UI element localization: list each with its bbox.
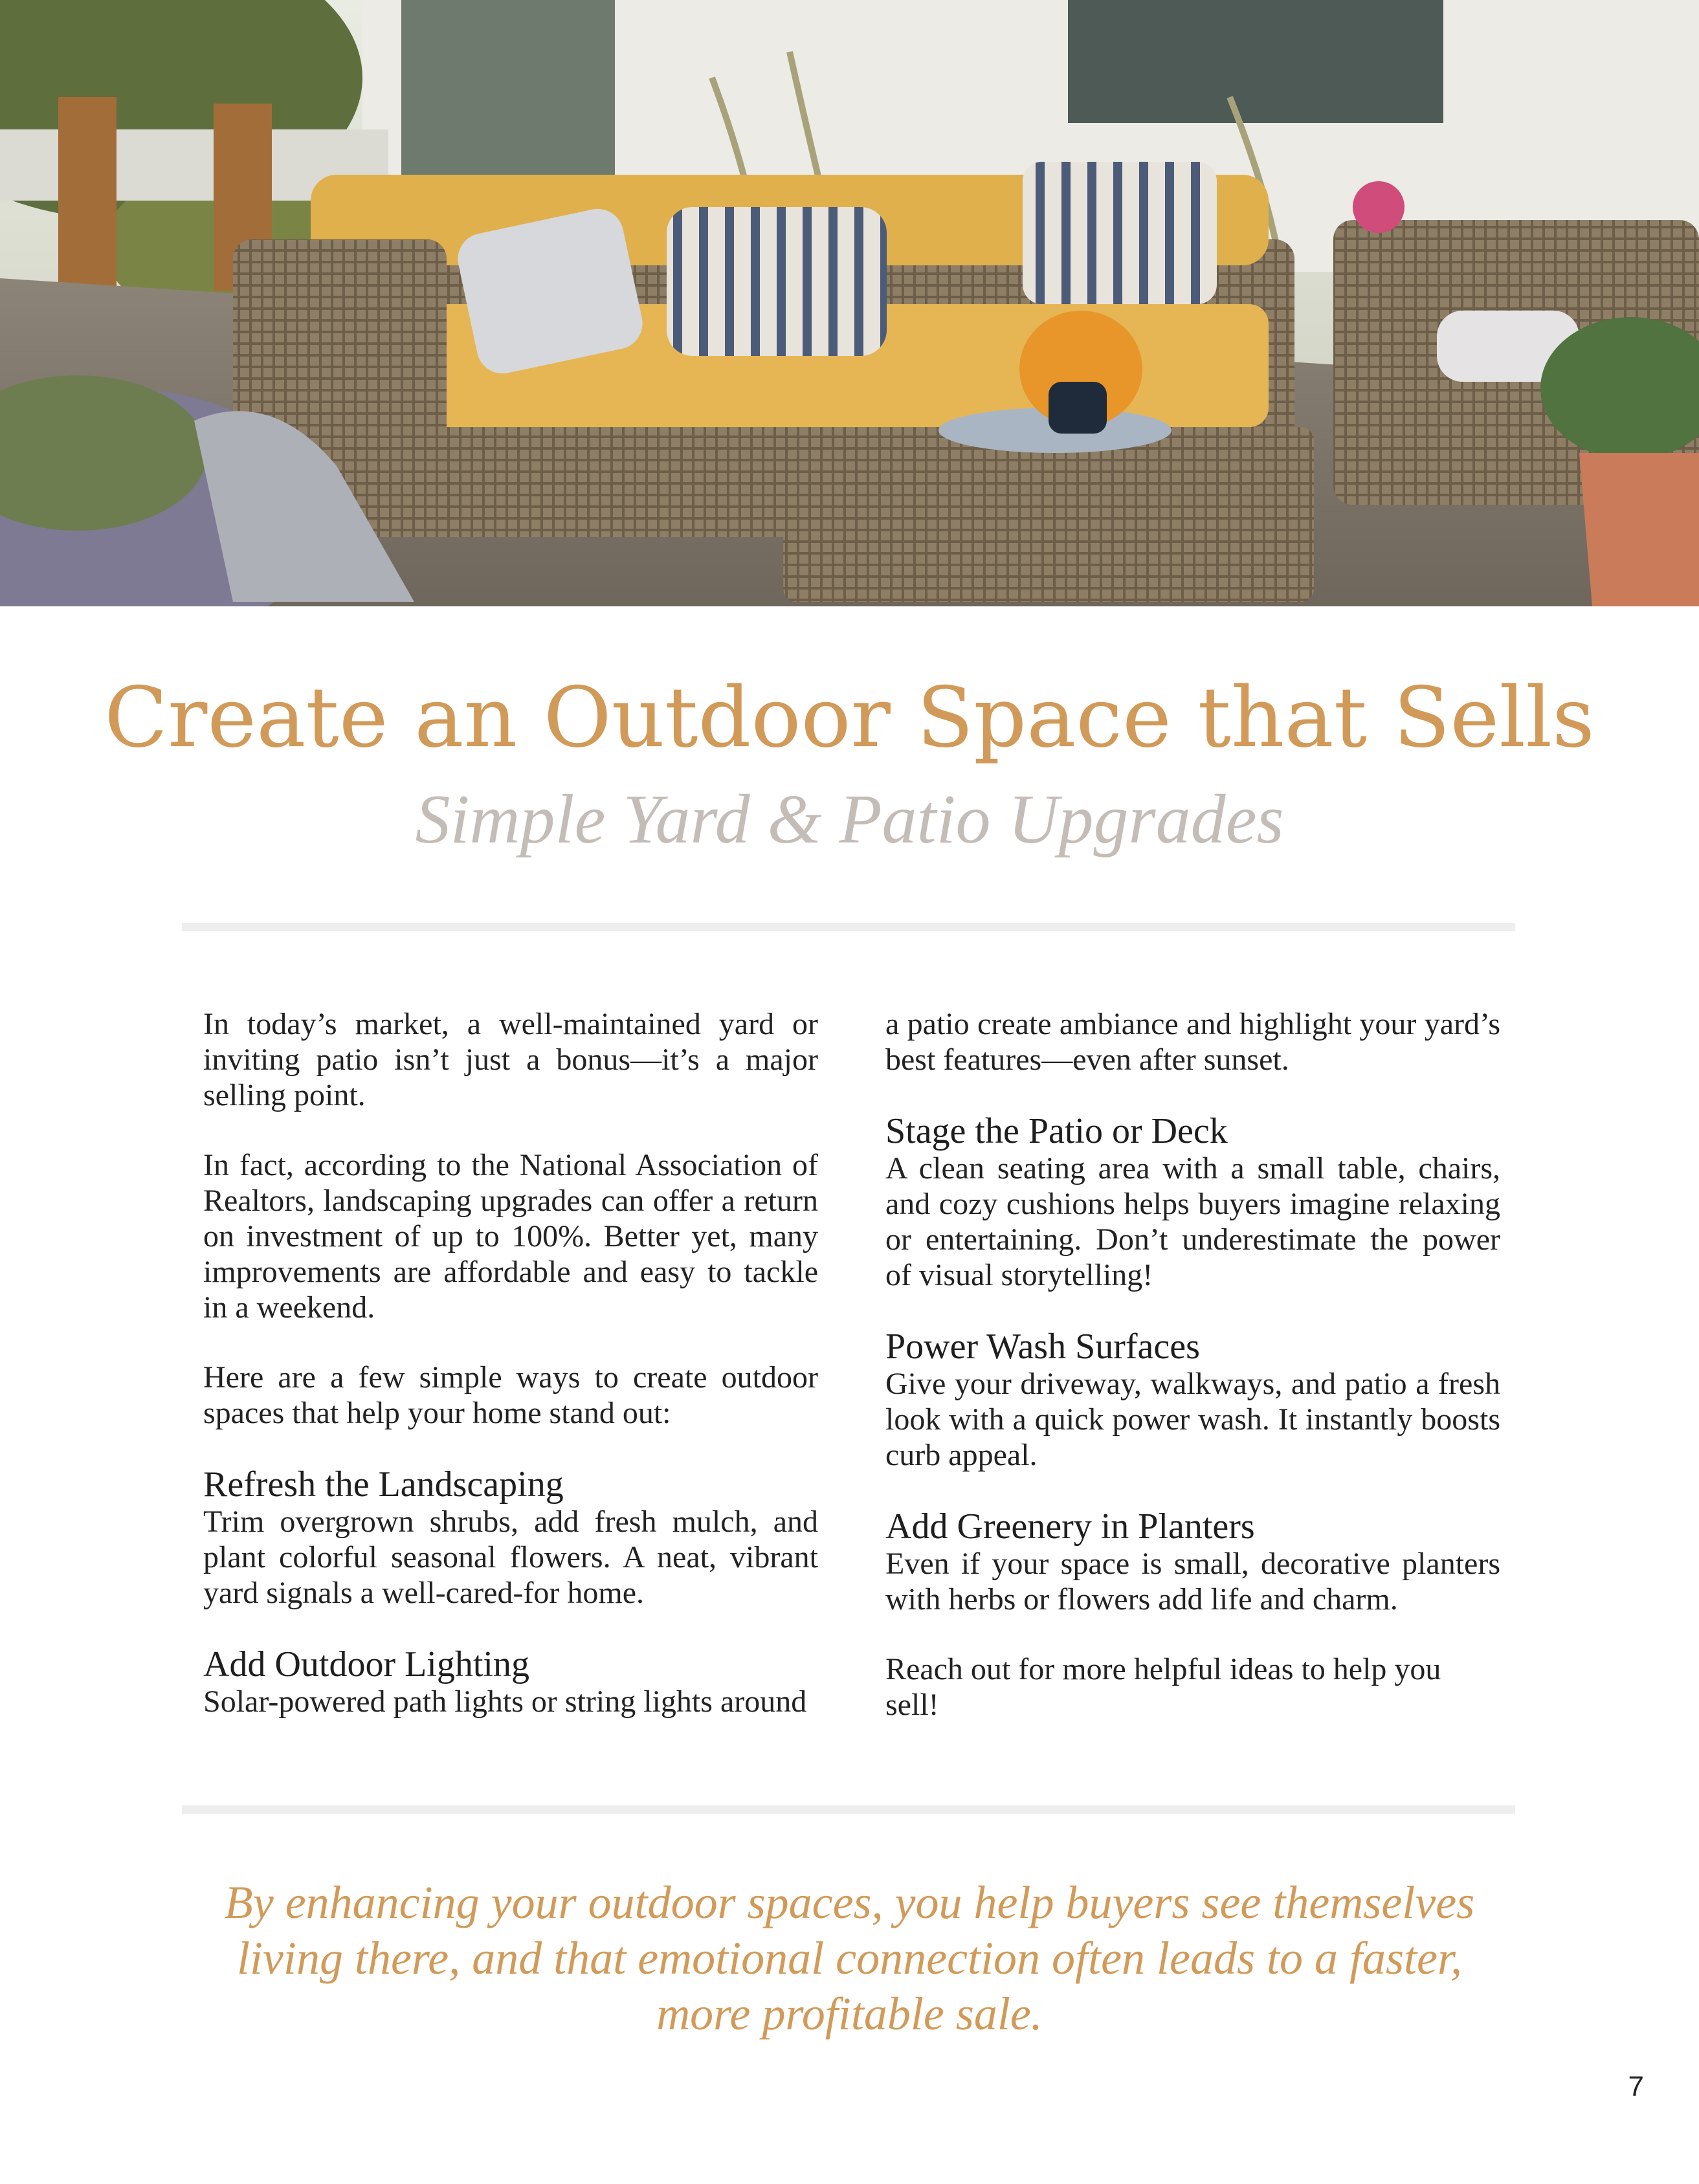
section-body-patio: A clean seating area with a small table, chairs, and cozy cushions helps buyers imagine relaxing or entertaining. Don’t underestimate the power of visual storytelling! (885, 1151, 1500, 1292)
section-heading-power-wash: Power Wash Surfaces (885, 1327, 1200, 1367)
section-body-power-wash: Give your driveway, walkways, and patio a fresh look with a quick power wash. It instantly boosts curb appeal. (885, 1367, 1500, 1472)
left-column (203, 1006, 818, 1719)
closing-quote: By enhancing your outdoor spaces, you help buyers see themselves living there, and that emotional connection often leads to a faster, more profitable sale. (224, 1877, 1475, 2040)
section-body-lighting-start: Solar-powered path lights or string lights around (203, 1684, 807, 1719)
hero-patio-image (0, 0, 1699, 606)
section-heading-landscaping: Refresh the Landscaping (203, 1464, 564, 1505)
section-heading-patio: Stage the Patio or Deck (885, 1111, 1228, 1151)
intro-paragraph-1: In today’s market, a well-maintained yard or inviting patio isn’t just a bonus—it’s a major selling point. (203, 1007, 818, 1112)
section-body-planters: Even if your space is small, decorative planters with herbs or flowers add life and charm. (885, 1547, 1500, 1616)
section-heading-planters: Add Greenery in Planters (885, 1506, 1255, 1547)
bottom-divider (182, 1805, 1515, 1814)
section-body-lighting-end: a patio create ambiance and highlight your yard’s best features—even after sunset. (885, 1007, 1500, 1077)
page-title: Create an Outdoor Space that Sells (104, 670, 1595, 766)
page-subtitle: Simple Yard & Patio Upgrades (415, 781, 1284, 858)
intro-paragraph-3: Here are a few simple ways to create outdoor spaces that help your home stand out: (203, 1360, 818, 1430)
patio-photo-icon (0, 0, 1699, 606)
top-divider (182, 923, 1515, 931)
page-number: 7 (1628, 2071, 1644, 2102)
section-body-landscaping: Trim overgrown shrubs, add fresh mulch, and plant colorful seasonal flowers. A neat, vibrant yard signals a well-cared-for home. (203, 1505, 818, 1610)
intro-paragraph-2: In fact, according to the National Association of Realtors, landscaping upgrades can offer a return on investment of up to 100%. Better yet, many improvements are affordable and easy to tackle in a weekend. (203, 1148, 818, 1325)
section-heading-lighting: Add Outdoor Lighting (203, 1644, 529, 1684)
right-column (885, 1006, 1500, 1723)
call-to-action: Reach out for more helpful ideas to help you sell! (885, 1652, 1441, 1722)
